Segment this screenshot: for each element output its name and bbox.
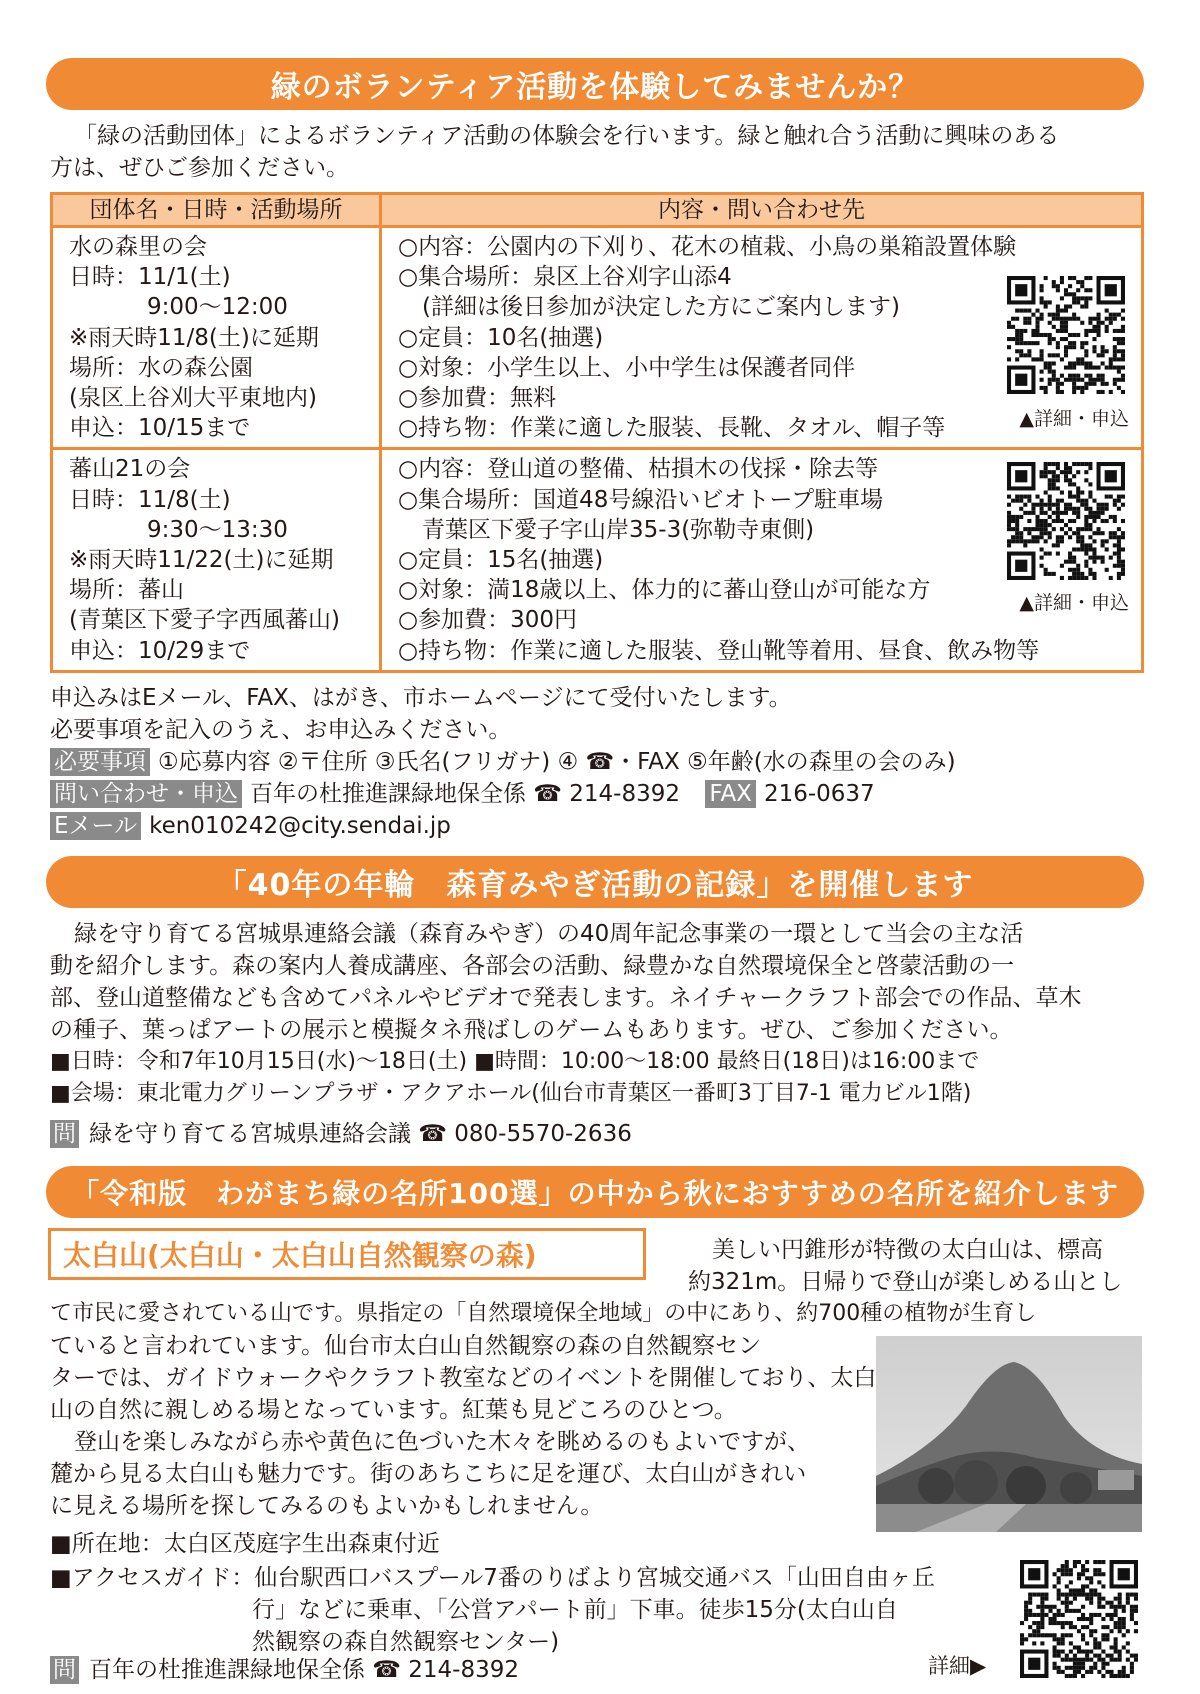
- event2-group-name: 蕃山21の会: [69, 456, 191, 483]
- section3-contact: [50, 1654, 519, 1686]
- event2-belongings: ○持ち物：作業に適した服装、登山靴等着用、昼食、飲み物等: [398, 637, 1040, 664]
- section1-title-banner: [46, 58, 1144, 110]
- section2-contact-label: 問: [50, 1120, 79, 1148]
- spot-body-line5: ターでは、ガイドウォークやクラフト教室などのイベントを開催しており、太白: [50, 1365, 877, 1391]
- section1-intro-line1: 「緑の活動団体」によるボランティア活動の体験会を行います。緑と触れ合う活動に興味のある: [74, 123, 1060, 149]
- contact-label: 問い合わせ・申込: [50, 780, 242, 808]
- table-row: [52, 449, 1143, 671]
- event1-deadline: 申込：10/15まで: [69, 415, 251, 442]
- spot-title: 太白山(太白山・太白山自然観察の森): [63, 1239, 537, 1272]
- section2-contact: [50, 1118, 632, 1150]
- section2-body-line3: 部、登山道整備なども含めてパネルやビデオで発表します。ネイチャークラフト部会での作品、草木: [50, 985, 1082, 1011]
- section2-venue: ■会場：東北電力グリーンプラザ・アクアホール(仙台市青葉区一番町3丁目7-1 電力ビル1階): [50, 1081, 972, 1106]
- event1-time: 9:00〜12:00: [147, 294, 288, 321]
- section2-title-banner: [46, 856, 1144, 908]
- section3-contact-label: 問: [50, 1656, 79, 1684]
- event2-deadline: 申込：10/29まで: [69, 637, 251, 664]
- spot-body-line8: 麓から見る太白山も魅力です。街のあちこちに足を運び、太白山がきれい: [50, 1461, 807, 1487]
- spot-access-line1: ■アクセスガイド：仙台駅西口バスプール7番のりばより宮城交通バス「山田自由ヶ丘: [50, 1565, 935, 1591]
- spot-location: ■所在地：太白区茂庭字生出森東付近: [50, 1531, 440, 1557]
- apply-line1: 申込みはEメール、FAX、はがき、市ホームページにて受付いたします。: [50, 685, 792, 711]
- section2-body-line2: 動を紹介します。森の案内人養成講座、各部会の活動、緑豊かな自然環境保全と啓蒙活動の一: [50, 953, 1015, 979]
- event2-place-detail: (青葉区下愛子字西風蕃山): [69, 607, 340, 634]
- event1-capacity: ○定員：10名(抽選): [398, 324, 604, 351]
- section2-contact-text: 緑を守り育てる宮城県連絡会議 ☎ 080-5570-2636: [89, 1121, 632, 1147]
- section1-intro-line2: 方は、ぜひご参加ください。: [50, 155, 349, 181]
- event1-qr-caption: ▲詳細・申込: [1019, 408, 1129, 430]
- event1-rain-note: ※雨天時11/8(土)に延期: [69, 324, 319, 351]
- email-link[interactable]: ken010242@city.sendai.jp: [149, 813, 451, 839]
- spot-access-line2: 行」などに乗車、「公営アパート前」下車。徒歩15分(太白山自: [252, 1597, 898, 1623]
- fax-label: FAX: [705, 780, 756, 808]
- apply-line2: 必要事項を記入のうえ、お申込みください。: [50, 717, 512, 743]
- spot-body-line1: 美しい円錐形が特徴の太白山は、標高: [712, 1237, 1103, 1263]
- section2-body-line4: の種子、葉っぱアートの展示と模擬タネ飛ばしのゲームもあります。ぜひ、ご参加ください。: [50, 1017, 1013, 1043]
- event2-meeting-address: 青葉区下愛子字山岸35-3(弥勒寺東側): [422, 516, 815, 543]
- section2-title: 「40年の年輪 森育みやぎ活動の記録」を開催します: [216, 868, 974, 903]
- section3-title: 「令和版 わがまち緑の名所100選」の中から秋におすすめの名所を紹介します: [71, 1177, 1119, 1210]
- contact-text: 百年の杜推進課緑地保全係 ☎ 214-8392: [250, 781, 681, 807]
- spot-body-line3: て市民に愛されている山です。県指定の「自然環境保全地域」の中にあり、約700種の植物が生育し: [50, 1301, 1037, 1326]
- event2-target: ○対象：満18歳以上、体力的に蕃山登山が可能な方: [398, 577, 931, 604]
- event1-summary-cell: [52, 227, 381, 449]
- required-label: 必要事項: [50, 748, 150, 776]
- spot-access-line3: 然観察の森自然観察センター): [252, 1629, 560, 1655]
- spot-body-line6: 山の自然に親しめる場となっています。紅葉も見どころのひとつ。: [50, 1397, 737, 1423]
- event2-content: ○内容：登山道の整備、枯損木の伐採・除去等: [398, 456, 879, 483]
- event2-time: 9:30〜13:30: [147, 516, 288, 543]
- spot-body-line2: 約321m。日帰りで登山が楽しめる山とし: [688, 1269, 1123, 1295]
- email-label: Eメール: [50, 812, 141, 840]
- event2-summary-cell: [52, 449, 381, 671]
- event1-qr-code[interactable]: [1007, 276, 1125, 394]
- detail-link[interactable]: 詳細▶: [928, 1654, 987, 1678]
- contact-row: [50, 778, 875, 810]
- spot-body-line9: に見える場所を探してみるのもよいかもしれません。: [50, 1493, 604, 1519]
- event1-date: 日時：11/1(土): [69, 264, 231, 291]
- spot-body-line4: ていると言われています。仙台市太白山自然観察の森の自然観察セン: [50, 1333, 762, 1359]
- event1-details-cell: [381, 227, 1143, 449]
- email-row: [50, 810, 451, 842]
- event2-place: 場所：蕃山: [69, 577, 184, 604]
- events-table: [50, 192, 1144, 673]
- event1-place-detail: (泉区上谷刈大平東地内): [69, 385, 317, 412]
- event2-capacity: ○定員：15名(抽選): [398, 547, 604, 574]
- event2-qr-caption: ▲詳細・申込: [1019, 592, 1129, 615]
- required-text: ①応募内容 ②〒住所 ③氏名(フリガナ) ④ ☎・FAX ⑤年齢(水の森里の会のみ): [158, 749, 956, 775]
- section3-contact-text: 百年の杜推進課緑地保全係 ☎ 214-8392: [89, 1657, 520, 1683]
- event1-place: 場所：水の森公園: [69, 354, 253, 381]
- section2-body-line1: 緑を守り育てる宮城県連絡会議（森育みやぎ）の40周年記念事業の一環として当会の主な活: [74, 921, 1024, 947]
- table-header-group: 団体名・日時・活動場所: [52, 194, 381, 227]
- table-header-details: 内容・問い合わせ先: [381, 194, 1143, 227]
- section3-title-banner: [46, 1166, 1144, 1218]
- spot-body-line7: 登山を楽しみながら赤や黄色に色づいた木々を眺めるのもよいですが、: [74, 1429, 810, 1455]
- taihaku-qr-code[interactable]: [1020, 1560, 1138, 1678]
- section2-date: ■日時：令和7年10月15日(水)〜18日(土) ■時間：10:00〜18:00 最終日(18日)は16:00まで: [50, 1049, 980, 1074]
- spot-title-box: [48, 1228, 646, 1280]
- required-items: [50, 746, 956, 778]
- event1-meeting-place: ○集合場所：泉区上谷刈字山添4: [398, 264, 732, 291]
- event2-rain-note: ※雨天時11/22(土)に延期: [69, 547, 334, 574]
- event1-meeting-note: (詳細は後日参加が決定した方にご案内します): [422, 294, 900, 321]
- fax-number: 216-0637: [763, 781, 875, 807]
- event2-details-cell: [381, 449, 1143, 671]
- mount-taihaku-photo: [876, 1336, 1142, 1532]
- event1-target: ○対象：小学生以上、小中学生は保護者同伴: [398, 354, 856, 381]
- event2-fee: ○参加費：300円: [398, 607, 577, 634]
- section1-title: 緑のボランティア活動を体験してみませんか？: [270, 70, 920, 105]
- event2-date: 日時：11/8(土): [69, 486, 231, 513]
- event2-qr-code[interactable]: [1007, 462, 1125, 580]
- event1-belongings: ○持ち物：作業に適した服装、長靴、タオル、帽子等: [398, 415, 946, 442]
- event1-fee: ○参加費：無料: [398, 385, 557, 412]
- table-row: [52, 227, 1143, 449]
- event1-group-name: 水の森里の会: [69, 234, 207, 260]
- event1-content: ○内容：公園内の下刈り、花木の植栽、小鳥の巣箱設置体験: [398, 234, 1017, 260]
- event2-meeting-place: ○集合場所：国道48号線沿いビオトープ駐車場: [398, 486, 884, 513]
